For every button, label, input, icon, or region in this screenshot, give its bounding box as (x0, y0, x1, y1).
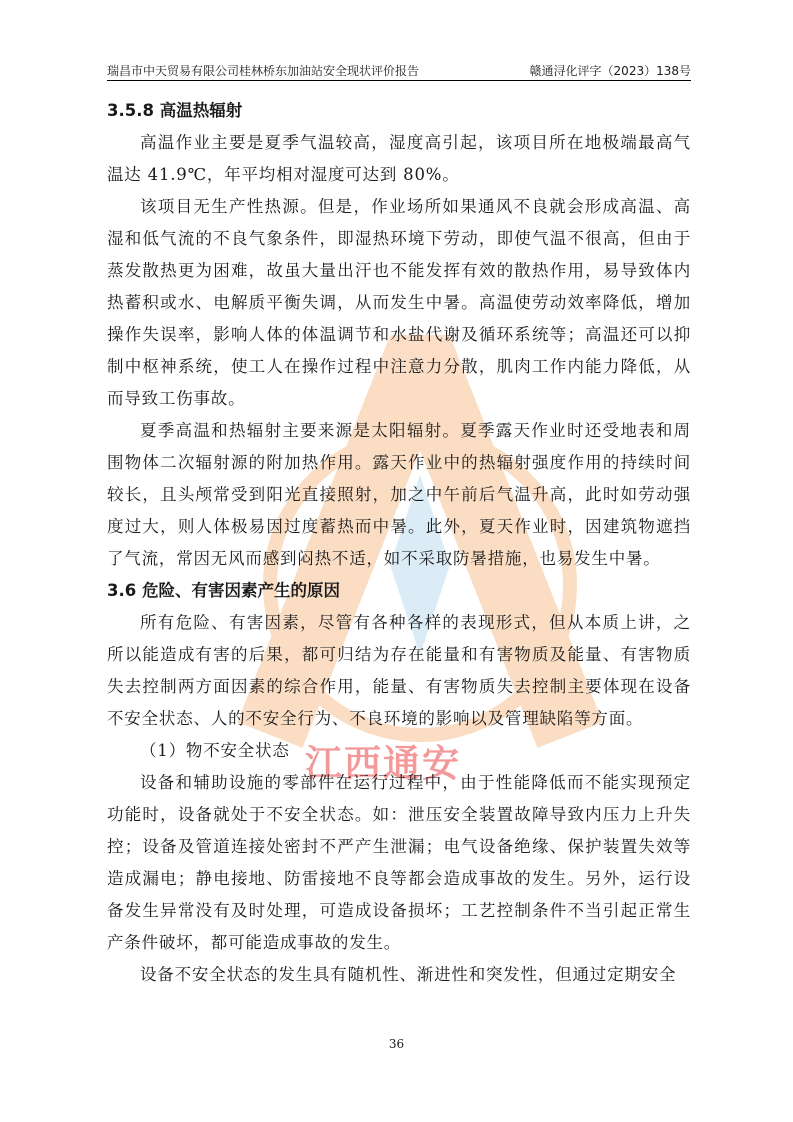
section-heading-3-5-8: 3.5.8 高温热辐射 (107, 101, 243, 120)
header-report-title: 瑞昌市中天贸易有限公司桂林桥东加油站安全现状评价报告 (107, 64, 420, 78)
section-heading-3-6: 3.6 危险、有害因素产生的原因 (107, 581, 340, 600)
watermark-brand-text: 江西通安 (305, 742, 461, 785)
subsection-label: （1）物不安全状态 (140, 741, 290, 760)
paragraph: 设备和辅助设施的零部件在运行过程中，由于性能降低而不能实现预定功能时，设备就处于不安全状态。如：泄压安全装置故障导致内压力上升失控；设备及管道连接处密封不严产生泄漏；电气设备绝缘、保护装置失效等造成漏电；静电接地、防雷接地不良等都会造成事故的发生。另外，运行设备发生异常没有及时处理，可造成设备损坏；工艺控制条件不当引起正常生产条件破坏，都可能造成事故的发生。 (107, 773, 691, 952)
page-header (107, 60, 691, 81)
document-body (107, 95, 691, 991)
paragraph: 夏季高温和热辐射主要来源是太阳辐射。夏季露天作业时还受地表和周围物体二次辐射源的附加热作用。露天作业中的热辐射强度作用的持续时间较长，且头颅常受到阳光直接照射，加之中午前后气温升高，此时如劳动强度过大，则人体极易因过度蓄热而中暑。此外，夏天作业时，因建筑物遮挡了气流，常因无风而感到闷热不适，如不采取防暑措施，也易发生中暑。 (107, 421, 691, 568)
paragraph: 设备不安全状态的发生具有随机性、渐进性和突发性，但通过定期安全 (140, 965, 677, 984)
page-number: 36 (388, 1037, 405, 1051)
paragraph: 该项目无生产性热源。但是，作业场所如果通风不良就会形成高温、高湿和低气流的不良气象条件，即湿热环境下劳动，即使气温不很高，但由于蒸发散热更为困难，故虽大量出汗也不能发挥有效的散热作用，易导致体内热蓄积或水、电解质平衡失调，从而发生中暑。高温使劳动效率降低，增加操作失误率，影响人体的体温调节和水盐代谢及循环系统等；高温还可以抑制中枢神系统，使工人在操作过程中注意力分散，肌肉工作内能力降低，从而导致工伤事故。 (107, 197, 691, 408)
paragraph: 所有危险、有害因素，尽管有各种各样的表现形式，但从本质上讲，之所以能造成有害的后果，都可归结为存在能量和有害物质及能量、有害物质失去控制两方面因素的综合作用，能量、有害物质失去控制主要体现在设备不安全状态、人的不安全行为、不良环境的影响以及管理缺陷等方面。 (107, 613, 691, 728)
header-report-number: 赣通浔化评字（2023）138号 (529, 64, 691, 78)
paragraph: 高温作业主要是夏季气温较高，湿度高引起，该项目所在地极端最高气温达 41.9℃，年平均相对湿度可达到 80%。 (107, 133, 691, 184)
